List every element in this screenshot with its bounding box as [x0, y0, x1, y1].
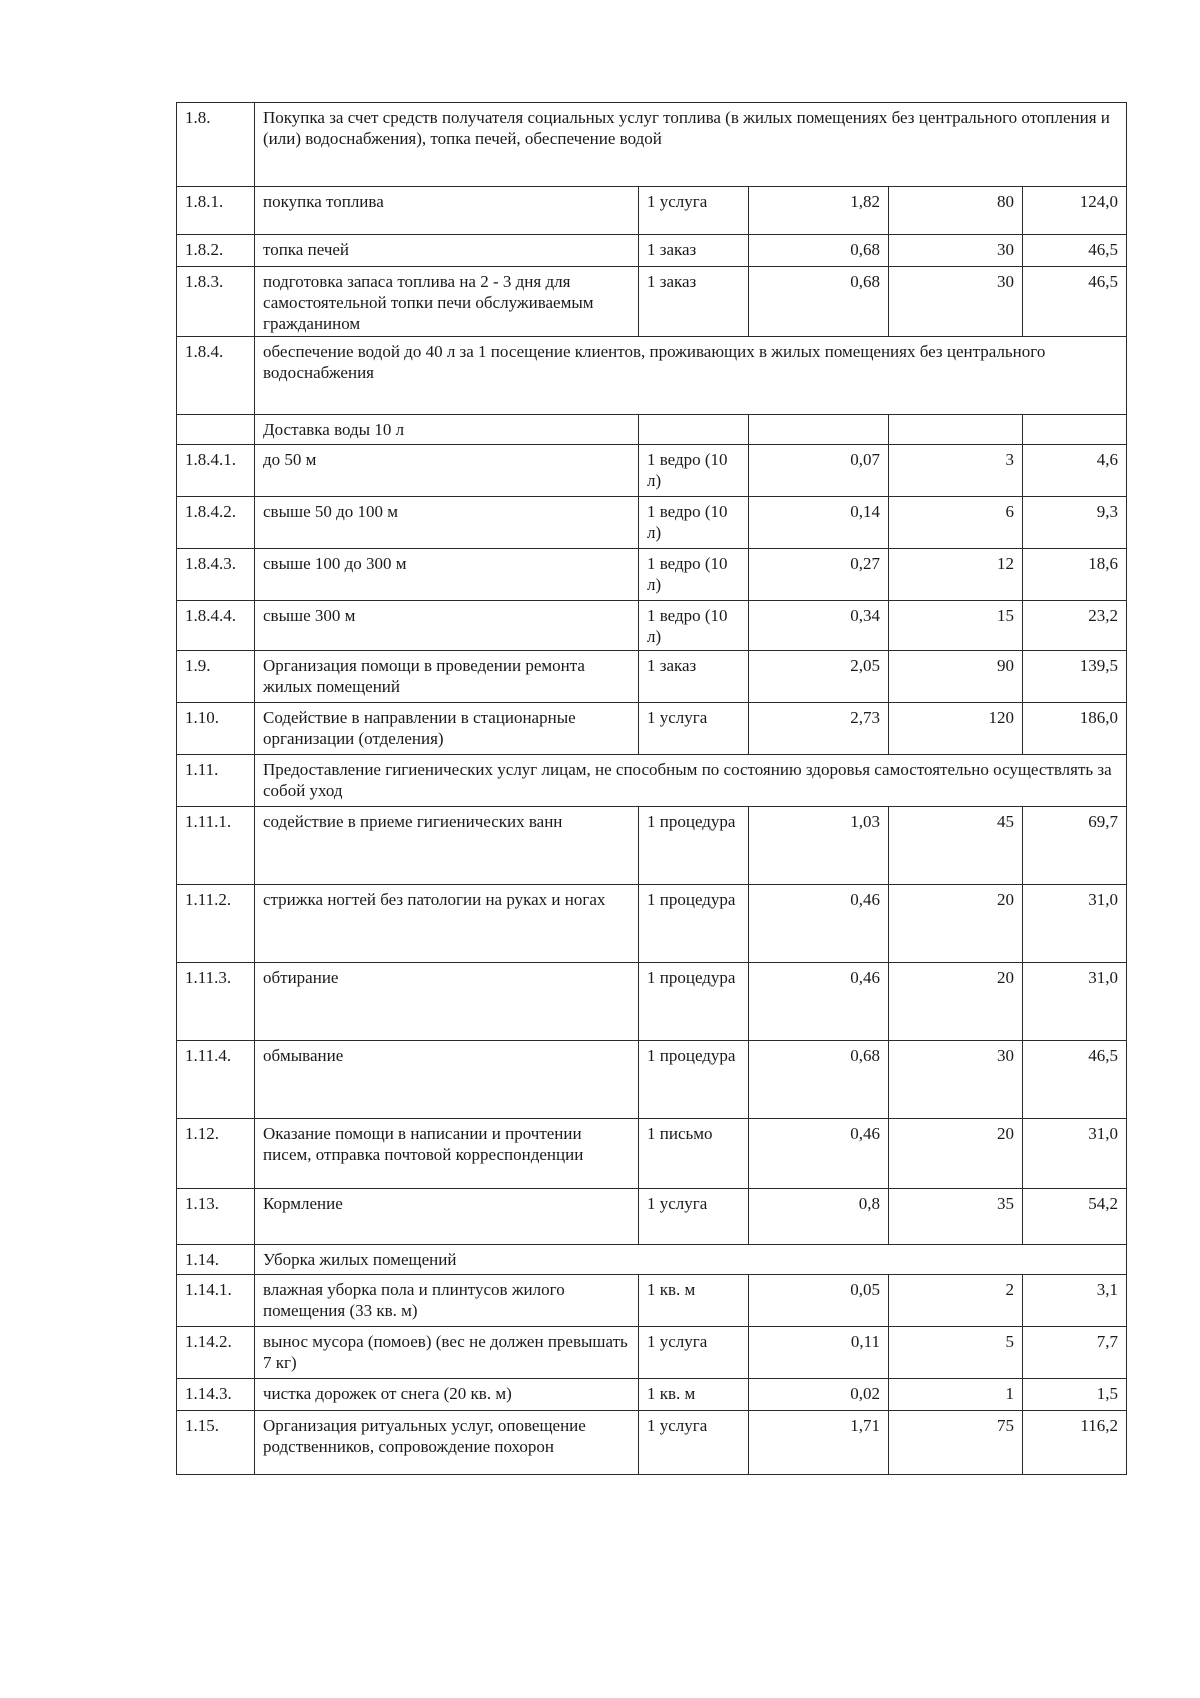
value-cell: 31,0 — [1023, 963, 1127, 1041]
value-cell: 1,5 — [1023, 1379, 1127, 1411]
value-cell: 116,2 — [1023, 1411, 1127, 1475]
row-number-cell: 1.8.1. — [177, 187, 255, 235]
service-name-cell: покупка топлива — [255, 187, 639, 235]
service-name-cell: свыше 300 м — [255, 601, 639, 651]
value-cell: 0,46 — [749, 1119, 889, 1189]
value-cell: 54,2 — [1023, 1189, 1127, 1245]
row-number-cell: 1.8.4.1. — [177, 445, 255, 497]
service-name-cell: вынос мусора (помоев) (вес не должен превышать 7 кг) — [255, 1327, 639, 1379]
unit-cell: 1 заказ — [639, 267, 749, 337]
value-cell: 46,5 — [1023, 1041, 1127, 1119]
value-cell: 0,02 — [749, 1379, 889, 1411]
table-row — [177, 103, 1127, 187]
table-row — [177, 885, 1127, 963]
service-section-title-cell: Покупка за счет средств получателя социальных услуг топлива (в жилых помещениях без центрального отопления и (или) водоснабжения), топка печей, обеспечение водой — [255, 103, 1127, 187]
table-row — [177, 807, 1127, 885]
value-cell: 1,71 — [749, 1411, 889, 1475]
service-name-cell: Оказание помощи в написании и прочтении писем, отправка почтовой корреспонденции — [255, 1119, 639, 1189]
row-number-cell: 1.11.2. — [177, 885, 255, 963]
table-row — [177, 755, 1127, 807]
value-cell: 120 — [889, 703, 1023, 755]
unit-cell: 1 заказ — [639, 651, 749, 703]
row-number-cell: 1.8.3. — [177, 267, 255, 337]
value-cell: 90 — [889, 651, 1023, 703]
table-row — [177, 1275, 1127, 1327]
row-number-cell: 1.14.3. — [177, 1379, 255, 1411]
row-number-cell: 1.8.4. — [177, 337, 255, 415]
service-section-title-cell: Уборка жилых помещений — [255, 1245, 1127, 1275]
value-cell: 4,6 — [1023, 445, 1127, 497]
value-cell: 12 — [889, 549, 1023, 601]
value-cell: 30 — [889, 235, 1023, 267]
unit-cell: 1 процедура — [639, 807, 749, 885]
row-number-cell: 1.13. — [177, 1189, 255, 1245]
table-row — [177, 1327, 1127, 1379]
service-name-cell: свыше 50 до 100 м — [255, 497, 639, 549]
table-row — [177, 267, 1127, 337]
table-row — [177, 415, 1127, 445]
value-cell: 0,46 — [749, 885, 889, 963]
value-cell: 2 — [889, 1275, 1023, 1327]
unit-cell: 1 ведро (10 л) — [639, 497, 749, 549]
service-name-cell: топка печей — [255, 235, 639, 267]
value-cell: 0,46 — [749, 963, 889, 1041]
value-cell: 20 — [889, 1119, 1023, 1189]
unit-cell: 1 услуга — [639, 1327, 749, 1379]
value-cell: 23,2 — [1023, 601, 1127, 651]
value-cell: 31,0 — [1023, 1119, 1127, 1189]
value-cell: 9,3 — [1023, 497, 1127, 549]
unit-cell: 1 кв. м — [639, 1379, 749, 1411]
unit-cell: 1 процедура — [639, 1041, 749, 1119]
unit-cell: 1 ведро (10 л) — [639, 549, 749, 601]
row-number-cell: 1.8.4.2. — [177, 497, 255, 549]
value-cell: 1,82 — [749, 187, 889, 235]
row-number-cell: 1.11.4. — [177, 1041, 255, 1119]
value-cell: 0,68 — [749, 235, 889, 267]
service-name-cell: Доставка воды 10 л — [255, 415, 639, 445]
unit-cell: 1 услуга — [639, 187, 749, 235]
services-tariff-table — [176, 102, 1127, 1475]
value-cell: 35 — [889, 1189, 1023, 1245]
value-cell: 124,0 — [1023, 187, 1127, 235]
value-cell: 45 — [889, 807, 1023, 885]
service-name-cell: Организация помощи в проведении ремонта жилых помещений — [255, 651, 639, 703]
value-cell: 0,68 — [749, 267, 889, 337]
table-row — [177, 651, 1127, 703]
unit-cell: 1 услуга — [639, 703, 749, 755]
value-cell: 2,05 — [749, 651, 889, 703]
value-cell: 0,68 — [749, 1041, 889, 1119]
value-cell: 3,1 — [1023, 1275, 1127, 1327]
value-cell — [1023, 415, 1127, 445]
row-number-cell: 1.8.4.4. — [177, 601, 255, 651]
table-row — [177, 1411, 1127, 1475]
unit-cell: 1 услуга — [639, 1189, 749, 1245]
unit-cell: 1 ведро (10 л) — [639, 601, 749, 651]
value-cell: 186,0 — [1023, 703, 1127, 755]
row-number-cell: 1.8.2. — [177, 235, 255, 267]
row-number-cell: 1.14.1. — [177, 1275, 255, 1327]
value-cell: 30 — [889, 1041, 1023, 1119]
service-name-cell: обмывание — [255, 1041, 639, 1119]
table-row — [177, 235, 1127, 267]
service-name-cell: Кормление — [255, 1189, 639, 1245]
value-cell: 46,5 — [1023, 235, 1127, 267]
unit-cell: 1 услуга — [639, 1411, 749, 1475]
row-number-cell: 1.11. — [177, 755, 255, 807]
table-row — [177, 703, 1127, 755]
table-row — [177, 337, 1127, 415]
service-name-cell: содействие в приеме гигиенических ванн — [255, 807, 639, 885]
table-row — [177, 1189, 1127, 1245]
table-row — [177, 445, 1127, 497]
unit-cell: 1 процедура — [639, 885, 749, 963]
value-cell: 0,11 — [749, 1327, 889, 1379]
value-cell: 31,0 — [1023, 885, 1127, 963]
value-cell: 1 — [889, 1379, 1023, 1411]
service-name-cell: стрижка ногтей без патологии на руках и ногах — [255, 885, 639, 963]
row-number-cell: 1.11.1. — [177, 807, 255, 885]
value-cell: 3 — [889, 445, 1023, 497]
value-cell: 1,03 — [749, 807, 889, 885]
table-row — [177, 1119, 1127, 1189]
value-cell: 46,5 — [1023, 267, 1127, 337]
unit-cell: 1 заказ — [639, 235, 749, 267]
value-cell — [889, 415, 1023, 445]
value-cell: 0,05 — [749, 1275, 889, 1327]
unit-cell: 1 кв. м — [639, 1275, 749, 1327]
value-cell: 20 — [889, 963, 1023, 1041]
value-cell: 2,73 — [749, 703, 889, 755]
row-number-cell: 1.12. — [177, 1119, 255, 1189]
value-cell: 80 — [889, 187, 1023, 235]
row-number-cell: 1.14. — [177, 1245, 255, 1275]
service-section-title-cell: обеспечение водой до 40 л за 1 посещение клиентов, проживающих в жилых помещениях без центрального водоснабжения — [255, 337, 1127, 415]
value-cell: 0,07 — [749, 445, 889, 497]
table-row — [177, 601, 1127, 651]
table-row — [177, 187, 1127, 235]
value-cell: 5 — [889, 1327, 1023, 1379]
service-name-cell: подготовка запаса топлива на 2 - 3 дня для самостоятельной топки печи обслуживаемым гражданином — [255, 267, 639, 337]
row-number-cell: 1.8.4.3. — [177, 549, 255, 601]
value-cell: 7,7 — [1023, 1327, 1127, 1379]
table-row — [177, 1379, 1127, 1411]
table-row — [177, 963, 1127, 1041]
value-cell: 30 — [889, 267, 1023, 337]
value-cell: 75 — [889, 1411, 1023, 1475]
value-cell: 15 — [889, 601, 1023, 651]
value-cell: 0,8 — [749, 1189, 889, 1245]
table-row — [177, 1041, 1127, 1119]
service-name-cell: свыше 100 до 300 м — [255, 549, 639, 601]
service-name-cell: обтирание — [255, 963, 639, 1041]
value-cell: 69,7 — [1023, 807, 1127, 885]
value-cell: 0,14 — [749, 497, 889, 549]
table-row — [177, 1245, 1127, 1275]
service-name-cell: Содействие в направлении в стационарные организации (отделения) — [255, 703, 639, 755]
value-cell: 139,5 — [1023, 651, 1127, 703]
value-cell: 18,6 — [1023, 549, 1127, 601]
unit-cell: 1 письмо — [639, 1119, 749, 1189]
row-number-cell: 1.14.2. — [177, 1327, 255, 1379]
service-name-cell: влажная уборка пола и плинтусов жилого помещения (33 кв. м) — [255, 1275, 639, 1327]
table-row — [177, 497, 1127, 549]
service-section-title-cell: Предоставление гигиенических услуг лицам, не способным по состоянию здоровья самостоятельно осуществлять за собой уход — [255, 755, 1127, 807]
row-number-cell: 1.15. — [177, 1411, 255, 1475]
row-number-cell: 1.10. — [177, 703, 255, 755]
value-cell: 20 — [889, 885, 1023, 963]
row-number-cell — [177, 415, 255, 445]
table-row — [177, 549, 1127, 601]
unit-cell — [639, 415, 749, 445]
unit-cell: 1 ведро (10 л) — [639, 445, 749, 497]
service-name-cell: до 50 м — [255, 445, 639, 497]
row-number-cell: 1.9. — [177, 651, 255, 703]
value-cell — [749, 415, 889, 445]
row-number-cell: 1.8. — [177, 103, 255, 187]
value-cell: 0,34 — [749, 601, 889, 651]
value-cell: 6 — [889, 497, 1023, 549]
value-cell: 0,27 — [749, 549, 889, 601]
unit-cell: 1 процедура — [639, 963, 749, 1041]
row-number-cell: 1.11.3. — [177, 963, 255, 1041]
document-page — [176, 102, 1126, 1475]
service-name-cell: Организация ритуальных услуг, оповещение родственников, сопровождение похорон — [255, 1411, 639, 1475]
service-name-cell: чистка дорожек от снега (20 кв. м) — [255, 1379, 639, 1411]
